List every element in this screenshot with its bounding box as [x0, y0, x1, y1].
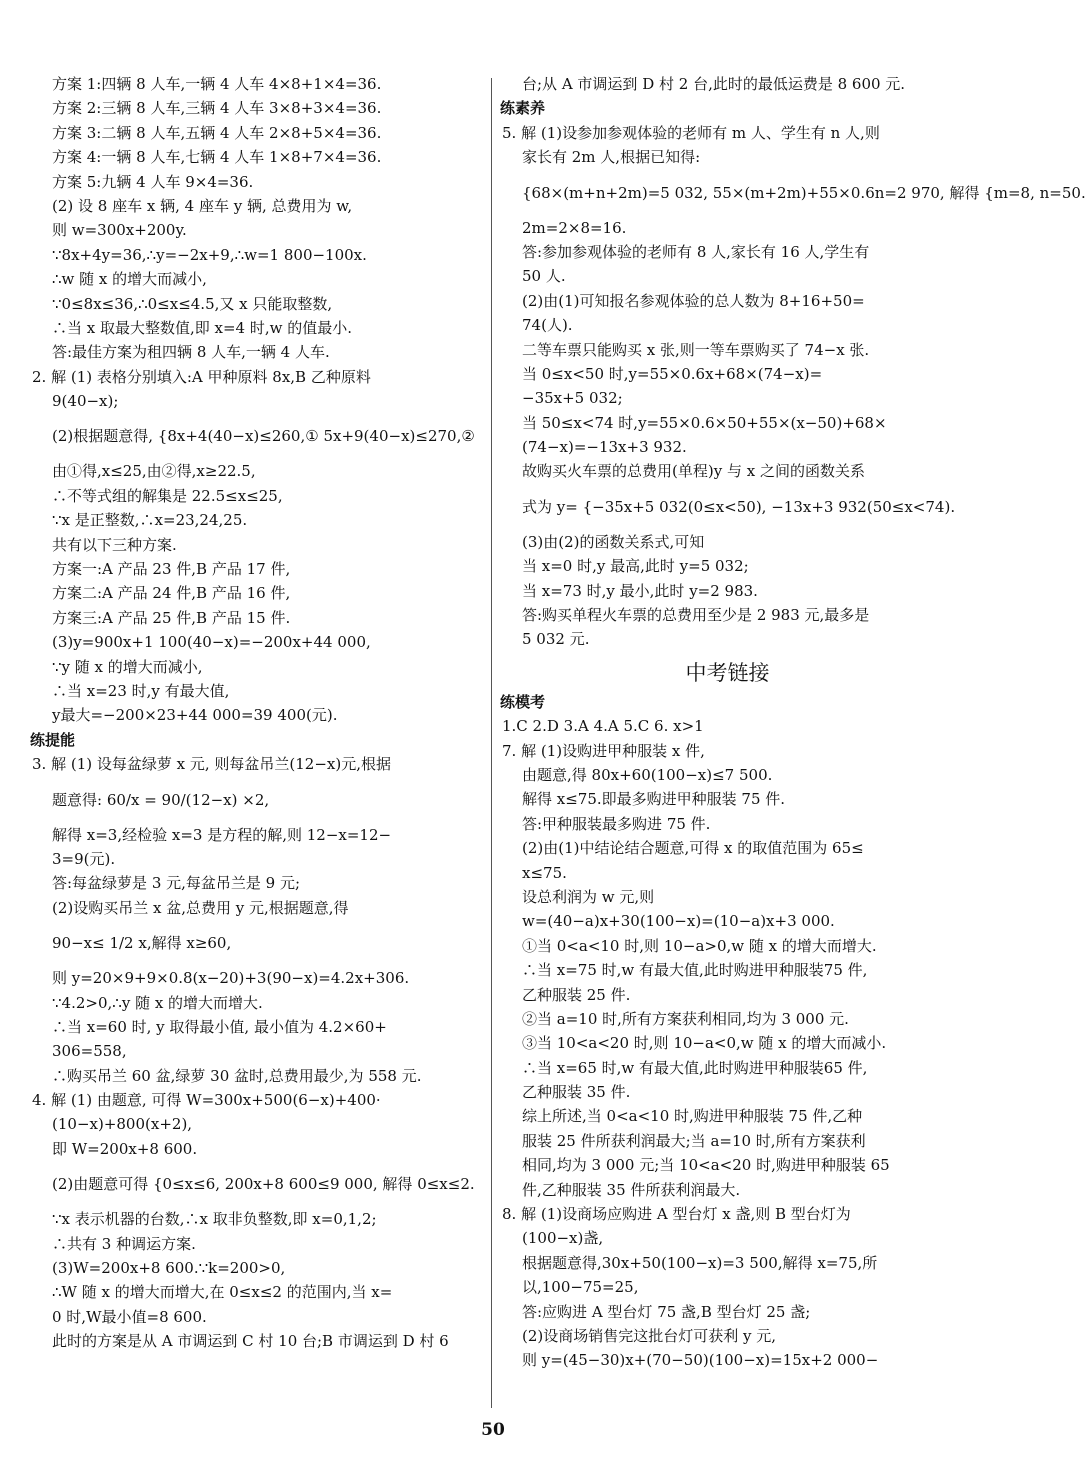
- right-column: [500, 72, 1086, 1373]
- text-line: (2)由(1)可知报名参观体验的总人数为 8+16+50=: [522, 291, 865, 310]
- text-line: 解得 x≤75.即最多购进甲种服装 75 件.: [522, 790, 786, 809]
- text-line: 相同,均为 3 000 元;当 10<a<20 时,购进甲种服装 65: [522, 1156, 890, 1175]
- text-line: 方案二:A 产品 24 件,B 产品 16 件,: [52, 584, 291, 603]
- text-line: ∴购买吊兰 60 盆,绿萝 30 盆时,总费用最少,为 558 元.: [52, 1066, 422, 1085]
- text-line: 方案 1:四辆 8 人车,一辆 4 人车 4×8+1×4=36.: [52, 75, 382, 93]
- text-line: 解得 x=3,经检验 x=3 是方程的解,则 12−x=12−: [52, 825, 392, 844]
- text-line: ∵y 随 x 的增大而减小,: [52, 657, 203, 676]
- text-line: 306=558,: [52, 1042, 127, 1061]
- section-label: 练提能: [30, 730, 76, 749]
- text-line: 90−x≤ 1/2 x,解得 x≥60,: [52, 934, 232, 953]
- text-line: 则 y=20×9+9×0.8(x−20)+3(90−x)=4.2x+306.: [52, 969, 410, 988]
- text-line: ∴当 x=23 时,y 有最大值,: [52, 681, 230, 700]
- text-line: 1.C 2.D 3.A 4.A 5.C 6. x>1: [502, 717, 704, 736]
- text-line: 当 x=0 时,y 最高,此时 y=5 032;: [522, 557, 749, 576]
- section-label: 练模考: [500, 692, 546, 711]
- text-line: ∴共有 3 种调运方案.: [52, 1234, 196, 1253]
- text-line: 9(40−x);: [52, 392, 119, 411]
- text-line: ∴当 x 取最大整数值,即 x=4 时,w 的值最小.: [52, 318, 353, 337]
- text-line: 方案三:A 产品 25 件,B 产品 15 件.: [52, 608, 291, 627]
- text-line: 二等车票只能购买 x 张,则一等车票购买了 74−x 张.: [522, 340, 870, 359]
- text-line: 3=9(元).: [52, 849, 116, 868]
- text-line: x≤75.: [522, 863, 567, 882]
- text-line: (3)W=200x+8 600.∵k=200>0,: [52, 1259, 286, 1278]
- text-line: (100−x)盏,: [522, 1229, 604, 1248]
- text-line: ∴W 随 x 的增大而增大,在 0≤x≤2 的范围内,当 x=: [52, 1283, 393, 1302]
- text-line: 综上所述,当 0<a<10 时,购进甲种服装 75 件,乙种: [522, 1107, 863, 1126]
- text-line: 服装 25 件所获利润最大;当 a=10 时,所有方案获利: [522, 1131, 866, 1150]
- text-line: ∵x 是正整数,∴x=23,24,25.: [52, 511, 248, 530]
- text-line: 由题意,得 80x+60(100−x)≤7 500.: [522, 765, 773, 784]
- text-line: 当 0≤x<50 时,y=55×0.6x+68×(74−x)=: [522, 364, 823, 383]
- text-line: 乙种服装 25 件.: [522, 985, 631, 1004]
- text-line: ∴当 x=65 时,w 有最大值,此时购进甲种服装65 件,: [522, 1058, 868, 1077]
- text-line: 则 w=300x+200y.: [52, 221, 187, 240]
- right-column-upper: [500, 72, 1086, 652]
- text-line: 5. 解 (1)设参加参观体验的老师有 m 人、学生有 n 人,则: [502, 123, 880, 142]
- section-title: 中考链接: [685, 660, 770, 685]
- text-line: 4. 解 (1) 由题意, 可得 W=300x+500(6−x)+400·: [32, 1091, 381, 1110]
- text-line: ①当 0<a<10 时,则 10−a>0,w 随 x 的增大而增大.: [522, 936, 877, 955]
- text-line: 方案 4:一辆 8 人车,七辆 4 人车 1×8+7×4=36.: [52, 148, 382, 167]
- text-line: 答:购买单程火车票的总费用至少是 2 983 元,最多是: [522, 606, 870, 625]
- text-line: 件,乙种服装 35 件所获利润最大.: [522, 1180, 741, 1199]
- text-line: ∴当 x=75 时,w 有最大值,此时购进甲种服装75 件,: [522, 961, 868, 980]
- section-label: 练素养: [500, 99, 546, 118]
- text-line: 答:甲种服装最多购进 75 件.: [522, 814, 711, 833]
- right-column-lower: [500, 690, 955, 1373]
- text-line: 方案一:A 产品 23 件,B 产品 17 件,: [52, 560, 291, 579]
- text-line: 家长有 2m 人,根据已知得:: [522, 148, 701, 167]
- text-line: ∵x 表示机器的台数,∴x 取非负整数,即 x=0,1,2;: [52, 1210, 377, 1229]
- text-line: 题意得: 60/x = 90/(12−x) ×2,: [52, 790, 270, 809]
- text-line: 8. 解 (1)设商场应购进 A 型台灯 x 盏,则 B 型台灯为: [502, 1205, 851, 1224]
- text-line: 答:参加参观体验的老师有 8 人,家长有 16 人,学生有: [522, 242, 870, 261]
- text-line: 当 50≤x<74 时,y=55×0.6×50+55×(x−50)+68×: [522, 413, 887, 432]
- text-line: 根据题意得,30x+50(100−x)=3 500,解得 x=75,所: [522, 1253, 878, 1272]
- text-line: 式为 y= {−35x+5 032(0≤x<50), −13x+3 932(50≤x<74).: [522, 497, 956, 516]
- text-line: (3)由(2)的函数关系式,可知: [522, 532, 705, 551]
- text-line: ∴w 随 x 的增大而减小,: [52, 270, 207, 289]
- text-line: y最大=−200×23+44 000=39 400(元).: [52, 706, 338, 725]
- text-line: −35x+5 032;: [522, 389, 623, 408]
- text-line: 50 人.: [522, 267, 566, 286]
- text-line: 共有以下三种方案.: [52, 535, 177, 554]
- text-line: 此时的方案是从 A 市调运到 C 村 10 台;B 市调运到 D 村 6: [52, 1332, 449, 1351]
- text-line: 乙种服装 35 件.: [522, 1083, 631, 1102]
- text-line: 当 x=73 时,y 最小,此时 y=2 983.: [522, 581, 758, 600]
- text-line: 设总利润为 w 元,则: [522, 887, 655, 906]
- text-line: 74(人).: [522, 316, 573, 335]
- text-line: ②当 a=10 时,所有方案获利相同,均为 3 000 元.: [522, 1009, 849, 1028]
- text-line: w=(40−a)x+30(100−x)=(10−a)x+3 000.: [522, 912, 835, 931]
- text-line: (2)由(1)中结论结合题意,可得 x 的取值范围为 65≤: [522, 839, 864, 858]
- text-line: ∵8x+4y=36,∴y=−2x+9,∴w=1 800−100x.: [52, 245, 367, 264]
- text-line: (3)y=900x+1 100(40−x)=−200x+44 000,: [52, 633, 371, 652]
- text-line: 由①得,x≤25,由②得,x≥22.5,: [52, 462, 256, 481]
- text-line: 3. 解 (1) 设每盆绿萝 x 元, 则每盆吊兰(12−x)元,根据: [32, 755, 391, 774]
- text-line: 2m=2×8=16.: [522, 218, 627, 237]
- text-line: 0 时,W最小值=8 600.: [52, 1307, 207, 1326]
- text-line: (74−x)=−13x+3 932.: [522, 438, 687, 457]
- text-line: (2) 设 8 座车 x 辆, 4 座车 y 辆, 总费用为 w,: [52, 196, 353, 215]
- text-line: (2)由题意可得 {0≤x≤6, 200x+8 600≤9 000, 解得 0≤x≤2.: [52, 1175, 475, 1194]
- text-line: (2)根据题意得, {8x+4(40−x)≤260,① 5x+9(40−x)≤270,②: [52, 427, 475, 446]
- text-line: 即 W=200x+8 600.: [52, 1139, 198, 1158]
- text-line: (2)设购买吊兰 x 盆,总费用 y 元,根据题意,得: [52, 898, 349, 917]
- text-line: 7. 解 (1)设购进甲种服装 x 件,: [502, 741, 705, 760]
- column-divider: [491, 78, 492, 1408]
- text-line: 答:最佳方案为租四辆 8 人车,一辆 4 人车.: [52, 343, 330, 362]
- text-line: {68×(m+n+2m)=5 032, 55×(m+2m)+55×0.6n=2 970, 解得 {m=8, n=50.: [522, 183, 1086, 202]
- text-line: 则 y=(45−30)x+(70−50)(100−x)=15x+2 000−: [522, 1351, 879, 1370]
- text-line: 故购买火车票的总费用(单程)y 与 x 之间的函数关系: [522, 462, 865, 481]
- text-line: ③当 10<a<20 时,则 10−a<0,w 随 x 的增大而减小.: [522, 1034, 887, 1053]
- text-line: 台;从 A 市调运到 D 村 2 台,此时的最低运费是 8 600 元.: [522, 75, 906, 93]
- text-line: ∴不等式组的解集是 22.5≤x≤25,: [52, 486, 283, 505]
- text-line: 方案 2:三辆 8 人车,三辆 4 人车 3×8+3×4=36.: [52, 99, 382, 118]
- text-line: ∵0≤8x≤36,∴0≤x≤4.5,又 x 只能取整数,: [52, 294, 333, 313]
- text-line: (10−x)+800(x+2),: [52, 1115, 193, 1134]
- text-line: 5 032 元.: [522, 630, 590, 649]
- page-number: 50: [481, 1420, 505, 1440]
- text-line: 答:应购进 A 型台灯 75 盏,B 型台灯 25 盏;: [522, 1302, 811, 1321]
- text-line: ∴当 x=60 时, y 取得最小值, 最小值为 4.2×60+: [52, 1017, 387, 1036]
- text-line: ∵4.2>0,∴y 随 x 的增大而增大.: [52, 993, 263, 1012]
- text-line: (2)设商场销售完这批台灯可获利 y 元,: [522, 1326, 777, 1345]
- left-column: [30, 72, 482, 1354]
- text-line: 答:每盆绿萝是 3 元,每盆吊兰是 9 元;: [52, 874, 301, 893]
- text-line: 以,100−75=25,: [522, 1278, 639, 1297]
- text-line: 2. 解 (1) 表格分别填入:A 甲种原料 8x,B 乙种原料: [32, 367, 371, 386]
- text-line: 方案 5:九辆 4 人车 9×4=36.: [52, 172, 254, 191]
- text-line: 方案 3:二辆 8 人车,五辆 4 人车 2×8+5×4=36.: [52, 123, 382, 142]
